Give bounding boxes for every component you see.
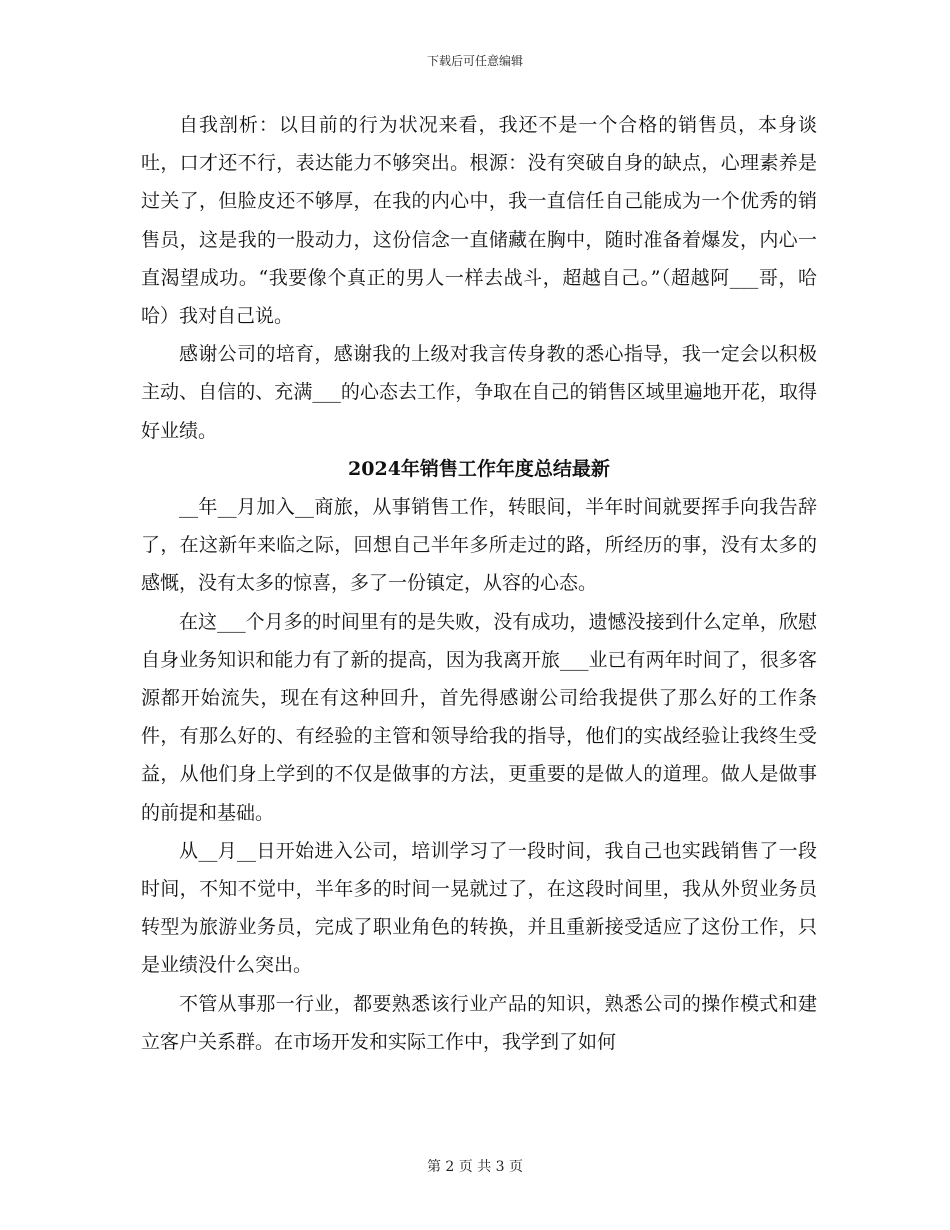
page-header: 下载后可任意编辑 [426, 54, 523, 68]
paragraph-intro: __年__月加入__商旅，从事销售工作，转眼间，半年时间就要挥手向我告辞了，在这新年来临之际，回想自己半年多所走过的路，所经历的事，没有太多的感慨，没有太多的惊喜，多了一份镇定，从容的心态。 [141, 496, 817, 595]
paragraph-gratitude: 感谢公司的培育，感谢我的上级对我言传身教的悉心指导，我一定会以积极主动、自信的、充满___的心态去工作，争取在自己的销售区域里遍地开花，取得好业绩。 [141, 343, 817, 442]
section-title: 2024年销售工作年度总结最新 [348, 457, 610, 480]
paragraph-training: 从__月__日开始进入公司，培训学习了一段时间，我自己也实践销售了一段时间，不知不觉中，半年多的时间一晃就过了，在这段时间里，我从外贸业务员转型为旅游业务员，完成了职业角色的转换，并且重新接受适应了这份工作，只是业绩没什么突出。 [141, 839, 817, 977]
paragraph-self-analysis: 自我剖析：以目前的行为状况来看，我还不是一个合格的销售员，本身谈吐，口才还不行，表达能力不够突出。根源：没有突破自身的缺点，心理素养是过关了，但脸皮还不够厚，在我的内心中，我一直信任自己能成为一个优秀的销售员，这是我的一股动力，这份信念一直储藏在胸中，随时准备着爆发，内心一直渴望成功。“我要像个真正的男人一样去战斗，超越自己。”（超越阿___哥，哈哈）我对自己说。 [141, 114, 817, 328]
paragraph-industry-knowledge: 不管从事那一行业，都要熟悉该行业产品的知识，熟悉公司的操作模式和建立客户关系群。在市场开发和实际工作中，我学到了如何 [141, 992, 817, 1053]
document-body [141, 106, 817, 1061]
paragraph-experience: 在这___个月多的时间里有的是失败，没有成功，遗憾没接到什么定单，欣慰自身业务知识和能力有了新的提高，因为我离开旅___业已有两年时间了，很多客源都开始流失，现在有这种回升，首先得感谢公司给我提供了那么好的工作条件，有那么好的、有经验的主管和领导给我的指导，他们的实战经验让我终生受益，从他们身上学到的不仅是做事的方法，更重要的是做人的道理。做人是做事的前提和基础。 [141, 610, 817, 824]
page-footer: 第 2 页 共 3 页 [426, 1159, 524, 1175]
